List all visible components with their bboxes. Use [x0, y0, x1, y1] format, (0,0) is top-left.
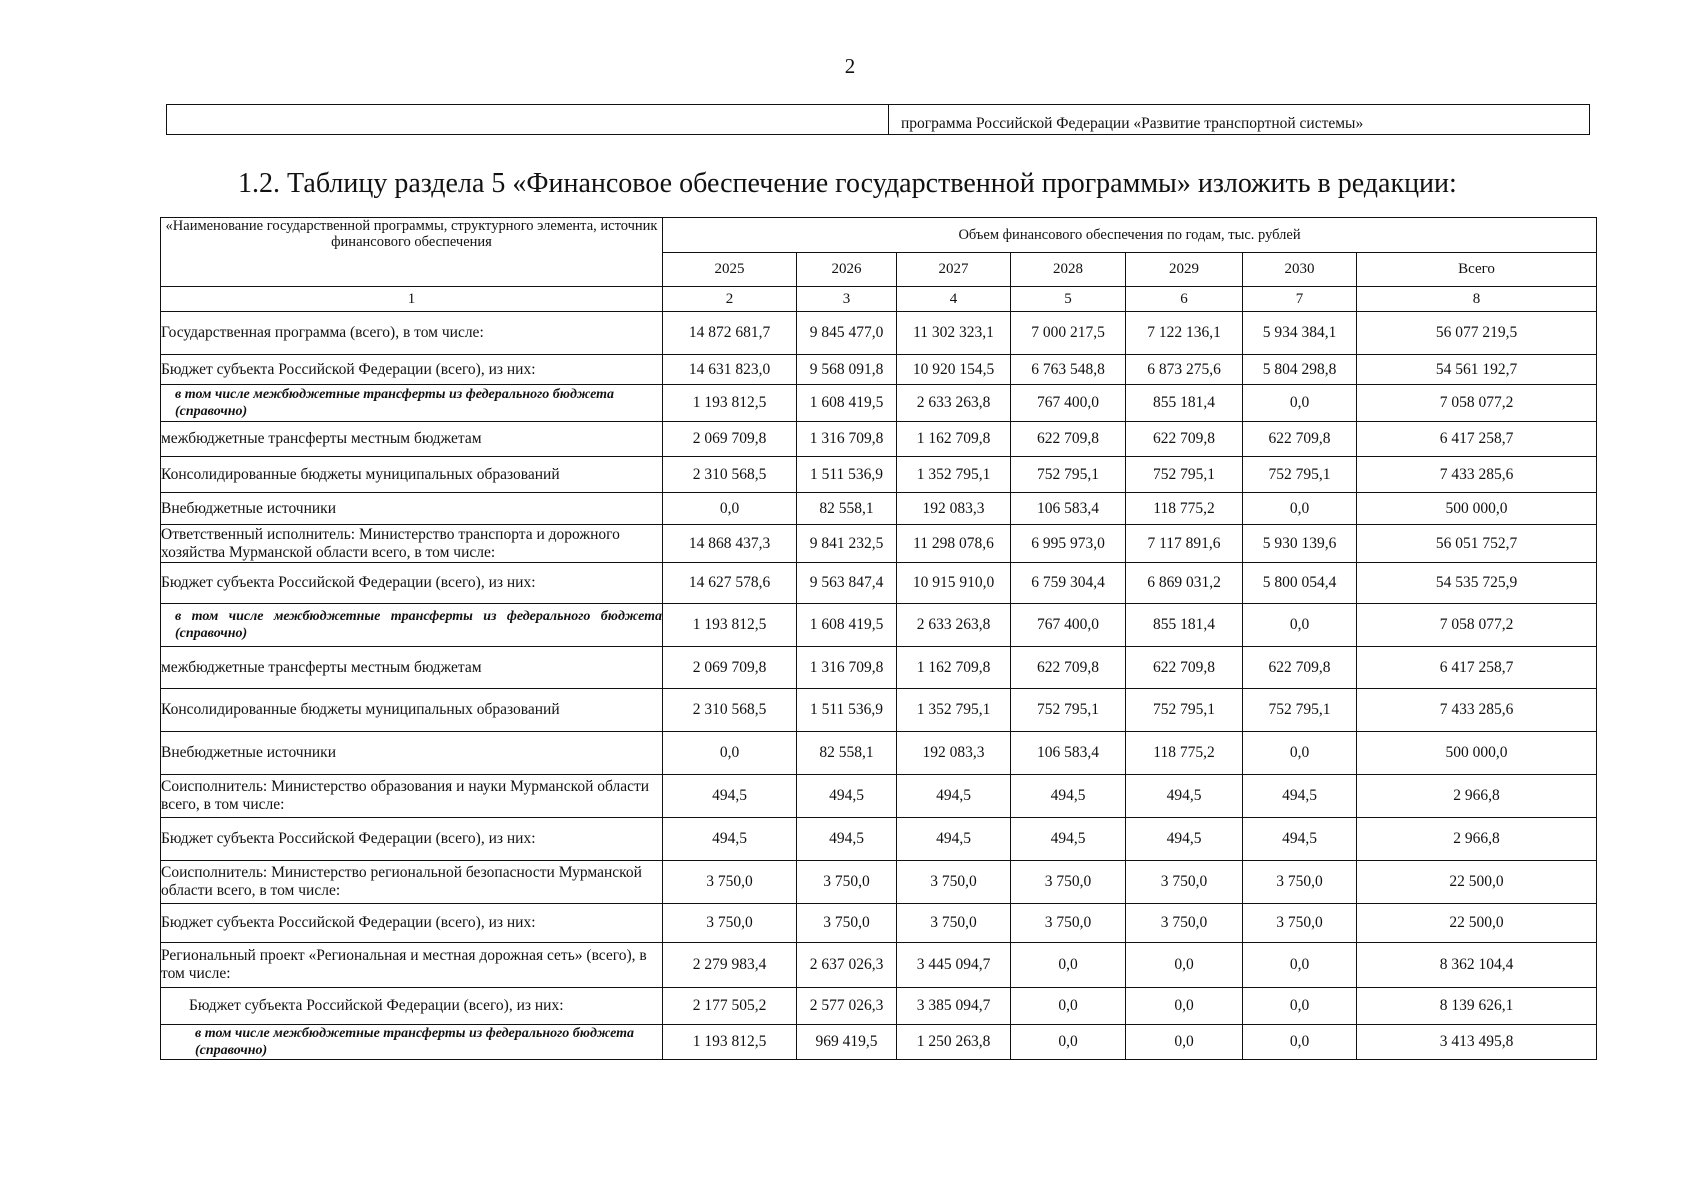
- row-total-value: 7 058 077,2: [1357, 385, 1597, 422]
- row-year-value: 5 934 384,1: [1243, 312, 1357, 355]
- row-year-value: 0,0: [1243, 732, 1357, 775]
- row-year-value: 494,5: [663, 775, 797, 818]
- table-row: [161, 355, 1597, 385]
- row-year-value: 10 915 910,0: [897, 563, 1011, 604]
- row-year-value: 6 763 548,8: [1011, 355, 1126, 385]
- column-number: 6: [1126, 287, 1243, 312]
- row-year-value: 3 750,0: [1243, 861, 1357, 904]
- row-year-value: 855 181,4: [1126, 604, 1243, 647]
- row-year-value: 0,0: [1011, 988, 1126, 1025]
- row-year-value: 0,0: [663, 732, 797, 775]
- row-year-value: 1 250 263,8: [897, 1025, 1011, 1060]
- row-year-value: 7 117 891,6: [1126, 525, 1243, 563]
- row-year-value: 7 000 217,5: [1011, 312, 1126, 355]
- year-header: 2025: [663, 253, 797, 287]
- row-year-value: 2 279 983,4: [663, 943, 797, 988]
- continuation-empty-cell: [167, 105, 889, 134]
- row-total-value: 22 500,0: [1357, 861, 1597, 904]
- year-header: 2028: [1011, 253, 1126, 287]
- table-row: [161, 689, 1597, 732]
- row-year-value: 1 193 812,5: [663, 1025, 797, 1060]
- row-year-value: 494,5: [797, 818, 897, 861]
- row-year-value: 752 795,1: [1243, 689, 1357, 732]
- row-year-value: 622 709,8: [1243, 422, 1357, 457]
- year-header: 2027: [897, 253, 1011, 287]
- row-name: Внебюджетные источники: [161, 732, 663, 775]
- row-name: межбюджетные трансферты местным бюджетам: [161, 422, 663, 457]
- row-year-value: 9 563 847,4: [797, 563, 897, 604]
- row-year-value: 3 750,0: [797, 861, 897, 904]
- table-row: [161, 732, 1597, 775]
- row-total-value: 6 417 258,7: [1357, 647, 1597, 689]
- row-year-value: 106 583,4: [1011, 493, 1126, 525]
- row-year-value: 3 750,0: [663, 861, 797, 904]
- row-year-value: 2 633 263,8: [897, 385, 1011, 422]
- row-total-value: 2 966,8: [1357, 818, 1597, 861]
- row-year-value: 1 352 795,1: [897, 689, 1011, 732]
- row-year-value: 3 385 094,7: [897, 988, 1011, 1025]
- row-year-value: 752 795,1: [1243, 457, 1357, 493]
- row-year-value: 1 511 536,9: [797, 689, 897, 732]
- row-year-value: 14 872 681,7: [663, 312, 797, 355]
- row-year-value: 11 302 323,1: [897, 312, 1011, 355]
- row-total-value: 8 362 104,4: [1357, 943, 1597, 988]
- row-year-value: 752 795,1: [1011, 457, 1126, 493]
- row-year-value: 118 775,2: [1126, 493, 1243, 525]
- row-year-value: 0,0: [1243, 1025, 1357, 1060]
- row-year-value: 494,5: [1243, 818, 1357, 861]
- row-year-value: 0,0: [1126, 1025, 1243, 1060]
- row-name: Бюджет субъекта Российской Федерации (всего), из них:: [161, 988, 663, 1025]
- row-year-value: 767 400,0: [1011, 604, 1126, 647]
- row-year-value: 855 181,4: [1126, 385, 1243, 422]
- row-year-value: 7 122 136,1: [1126, 312, 1243, 355]
- table-header-row: [161, 218, 1597, 253]
- row-year-value: 3 750,0: [663, 904, 797, 943]
- row-year-value: 1 162 709,8: [897, 647, 1011, 689]
- row-total-value: 6 417 258,7: [1357, 422, 1597, 457]
- row-year-value: 494,5: [663, 818, 797, 861]
- row-year-value: 1 608 419,5: [797, 604, 897, 647]
- row-year-value: 3 445 094,7: [897, 943, 1011, 988]
- row-year-value: 3 750,0: [797, 904, 897, 943]
- row-year-value: 1 162 709,8: [897, 422, 1011, 457]
- table-row: [161, 493, 1597, 525]
- row-total-value: 56 051 752,7: [1357, 525, 1597, 563]
- row-year-value: 0,0: [1243, 604, 1357, 647]
- row-total-value: 56 077 219,5: [1357, 312, 1597, 355]
- table-row: [161, 861, 1597, 904]
- row-year-value: 494,5: [897, 818, 1011, 861]
- section-heading: 1.2. Таблицу раздела 5 «Финансовое обеспечение государственной программы» изложить в редакции:: [238, 168, 1457, 199]
- table-row: [161, 422, 1597, 457]
- table-row: [161, 1025, 1597, 1060]
- table-row: [161, 312, 1597, 355]
- row-year-value: 752 795,1: [1011, 689, 1126, 732]
- row-year-value: 82 558,1: [797, 732, 897, 775]
- name-column-header: «Наименование государственной программы, структурного элемента, источник финансового обеспечения: [161, 218, 663, 287]
- row-year-value: 2 069 709,8: [663, 647, 797, 689]
- row-name: Бюджет субъекта Российской Федерации (всего), из них:: [161, 563, 663, 604]
- row-total-value: 500 000,0: [1357, 493, 1597, 525]
- row-year-value: 11 298 078,6: [897, 525, 1011, 563]
- row-year-value: 6 759 304,4: [1011, 563, 1126, 604]
- row-name: Региональный проект «Региональная и местная дорожная сеть» (всего), в том числе:: [161, 943, 663, 988]
- column-number-row: [161, 287, 1597, 312]
- table-row: [161, 525, 1597, 563]
- row-year-value: 752 795,1: [1126, 457, 1243, 493]
- row-year-value: 9 568 091,8: [797, 355, 897, 385]
- table-row: [161, 457, 1597, 493]
- row-year-value: 6 995 973,0: [1011, 525, 1126, 563]
- row-total-value: 7 058 077,2: [1357, 604, 1597, 647]
- row-year-value: 752 795,1: [1126, 689, 1243, 732]
- table-row: [161, 647, 1597, 689]
- table-row: [161, 943, 1597, 988]
- table-row: [161, 604, 1597, 647]
- row-year-value: 6 873 275,6: [1126, 355, 1243, 385]
- row-year-value: 2 310 568,5: [663, 689, 797, 732]
- row-total-value: 8 139 626,1: [1357, 988, 1597, 1025]
- continuation-text: программа Российской Федерации «Развитие транспортной системы»: [901, 115, 1364, 132]
- table-row: [161, 818, 1597, 861]
- row-year-value: 494,5: [1126, 775, 1243, 818]
- row-year-value: 0,0: [1243, 943, 1357, 988]
- column-number: 2: [663, 287, 797, 312]
- row-name: Бюджет субъекта Российской Федерации (всего), из них:: [161, 355, 663, 385]
- row-name: Бюджет субъекта Российской Федерации (всего), из них:: [161, 818, 663, 861]
- row-year-value: 969 419,5: [797, 1025, 897, 1060]
- row-year-value: 1 193 812,5: [663, 385, 797, 422]
- row-year-value: 767 400,0: [1011, 385, 1126, 422]
- row-year-value: 3 750,0: [1126, 904, 1243, 943]
- row-year-value: 0,0: [663, 493, 797, 525]
- row-year-value: 494,5: [1243, 775, 1357, 818]
- row-year-value: 622 709,8: [1243, 647, 1357, 689]
- row-year-value: 2 310 568,5: [663, 457, 797, 493]
- row-total-value: 3 413 495,8: [1357, 1025, 1597, 1060]
- row-year-value: 622 709,8: [1011, 647, 1126, 689]
- column-number: 1: [161, 287, 663, 312]
- row-year-value: 14 627 578,6: [663, 563, 797, 604]
- row-year-value: 82 558,1: [797, 493, 897, 525]
- row-year-value: 494,5: [1011, 775, 1126, 818]
- row-year-value: 1 608 419,5: [797, 385, 897, 422]
- year-header: 2029: [1126, 253, 1243, 287]
- row-year-value: 9 841 232,5: [797, 525, 897, 563]
- column-number: 8: [1357, 287, 1597, 312]
- row-year-value: 2 577 026,3: [797, 988, 897, 1025]
- row-year-value: 0,0: [1011, 943, 1126, 988]
- row-year-value: 494,5: [897, 775, 1011, 818]
- row-year-value: 118 775,2: [1126, 732, 1243, 775]
- row-year-value: 6 869 031,2: [1126, 563, 1243, 604]
- row-year-value: 622 709,8: [1126, 422, 1243, 457]
- row-total-value: 54 561 192,7: [1357, 355, 1597, 385]
- row-year-value: 3 750,0: [1126, 861, 1243, 904]
- column-number: 4: [897, 287, 1011, 312]
- row-year-value: 192 083,3: [897, 493, 1011, 525]
- row-year-value: 1 511 536,9: [797, 457, 897, 493]
- row-year-value: 3 750,0: [1011, 861, 1126, 904]
- row-year-value: 3 750,0: [1011, 904, 1126, 943]
- row-year-value: 0,0: [1011, 1025, 1126, 1060]
- year-header: 2030: [1243, 253, 1357, 287]
- row-year-value: 1 352 795,1: [897, 457, 1011, 493]
- table-row: [161, 988, 1597, 1025]
- row-year-value: 0,0: [1126, 988, 1243, 1025]
- table-row: [161, 904, 1597, 943]
- total-header: Всего: [1357, 253, 1597, 287]
- row-name: межбюджетные трансферты местным бюджетам: [161, 647, 663, 689]
- row-year-value: 14 631 823,0: [663, 355, 797, 385]
- row-year-value: 0,0: [1243, 988, 1357, 1025]
- column-number: 5: [1011, 287, 1126, 312]
- row-year-value: 192 083,3: [897, 732, 1011, 775]
- row-year-value: 494,5: [1011, 818, 1126, 861]
- table-row: [161, 563, 1597, 604]
- row-year-value: 9 845 477,0: [797, 312, 897, 355]
- row-name: Внебюджетные источники: [161, 493, 663, 525]
- row-name: Консолидированные бюджеты муниципальных образований: [161, 457, 663, 493]
- row-total-value: 500 000,0: [1357, 732, 1597, 775]
- row-name: в том числе межбюджетные трансферты из федерального бюджета (справочно): [161, 385, 663, 422]
- row-year-value: 3 750,0: [897, 904, 1011, 943]
- row-year-value: 5 800 054,4: [1243, 563, 1357, 604]
- financing-group-header: Объем финансового обеспечения по годам, тыс. рублей: [663, 218, 1597, 253]
- row-year-value: 3 750,0: [1243, 904, 1357, 943]
- row-total-value: 7 433 285,6: [1357, 457, 1597, 493]
- row-total-value: 22 500,0: [1357, 904, 1597, 943]
- row-year-value: 3 750,0: [897, 861, 1011, 904]
- financing-table: [160, 217, 1597, 1060]
- column-number: 7: [1243, 287, 1357, 312]
- row-total-value: 54 535 725,9: [1357, 563, 1597, 604]
- row-total-value: 2 966,8: [1357, 775, 1597, 818]
- row-year-value: 1 316 709,8: [797, 647, 897, 689]
- row-year-value: 0,0: [1126, 943, 1243, 988]
- page-number: 2: [844, 54, 856, 78]
- row-year-value: 10 920 154,5: [897, 355, 1011, 385]
- row-name: Соисполнитель: Министерство региональной безопасности Мурманской области всего, в том числе:: [161, 861, 663, 904]
- row-name: Бюджет субъекта Российской Федерации (всего), из них:: [161, 904, 663, 943]
- row-year-value: 1 193 812,5: [663, 604, 797, 647]
- row-year-value: 14 868 437,3: [663, 525, 797, 563]
- row-year-value: 2 177 505,2: [663, 988, 797, 1025]
- row-year-value: 622 709,8: [1126, 647, 1243, 689]
- table-row: [161, 775, 1597, 818]
- row-total-value: 7 433 285,6: [1357, 689, 1597, 732]
- table-row: [161, 385, 1597, 422]
- row-year-value: 0,0: [1243, 385, 1357, 422]
- row-year-value: 0,0: [1243, 493, 1357, 525]
- row-year-value: 2 637 026,3: [797, 943, 897, 988]
- row-year-value: 106 583,4: [1011, 732, 1126, 775]
- row-year-value: 494,5: [1126, 818, 1243, 861]
- row-name: в том числе межбюджетные трансферты из федерального бюджета (справочно): [161, 1025, 663, 1060]
- row-year-value: 5 930 139,6: [1243, 525, 1357, 563]
- row-name: Консолидированные бюджеты муниципальных образований: [161, 689, 663, 732]
- continuation-table-row: [166, 104, 1590, 135]
- row-name: Государственная программа (всего), в том числе:: [161, 312, 663, 355]
- column-number: 3: [797, 287, 897, 312]
- row-year-value: 494,5: [797, 775, 897, 818]
- row-year-value: 622 709,8: [1011, 422, 1126, 457]
- row-year-value: 2 069 709,8: [663, 422, 797, 457]
- row-year-value: 1 316 709,8: [797, 422, 897, 457]
- row-name: в том числе межбюджетные трансферты из федерального бюджета (справочно): [161, 604, 663, 647]
- row-year-value: 2 633 263,8: [897, 604, 1011, 647]
- row-name: Соисполнитель: Министерство образования и науки Мурманской области всего, в том числе:: [161, 775, 663, 818]
- row-name: Ответственный исполнитель: Министерство транспорта и дорожного хозяйства Мурманской области всего, в том числе:: [161, 525, 663, 563]
- year-header: 2026: [797, 253, 897, 287]
- row-year-value: 5 804 298,8: [1243, 355, 1357, 385]
